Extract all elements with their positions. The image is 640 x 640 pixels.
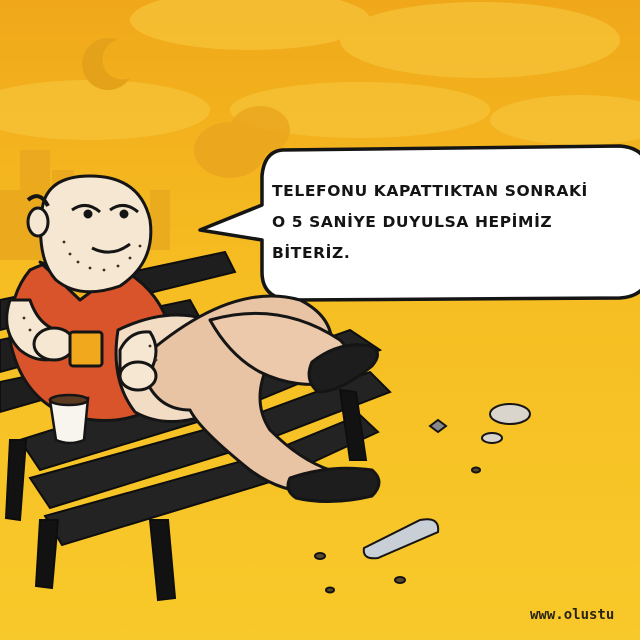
speech-bubble-text (272, 176, 622, 269)
bottle (364, 519, 438, 558)
speech-line-1: TELEFONU KAPATTIKTAN SONRAKİ (272, 182, 588, 200)
speech-line-2: O 5 SANİYE DUYULSA HEPİMİZ (272, 213, 553, 231)
butterfly-litter (430, 420, 446, 432)
trash-piece (490, 404, 530, 424)
speech-line-3: BİTERİZ. (272, 244, 351, 262)
coffee-cup (50, 395, 88, 443)
shoe-lower (288, 468, 379, 501)
watermark: www.olustu (530, 607, 615, 623)
snack-packet (70, 332, 102, 366)
man-head (41, 176, 151, 292)
